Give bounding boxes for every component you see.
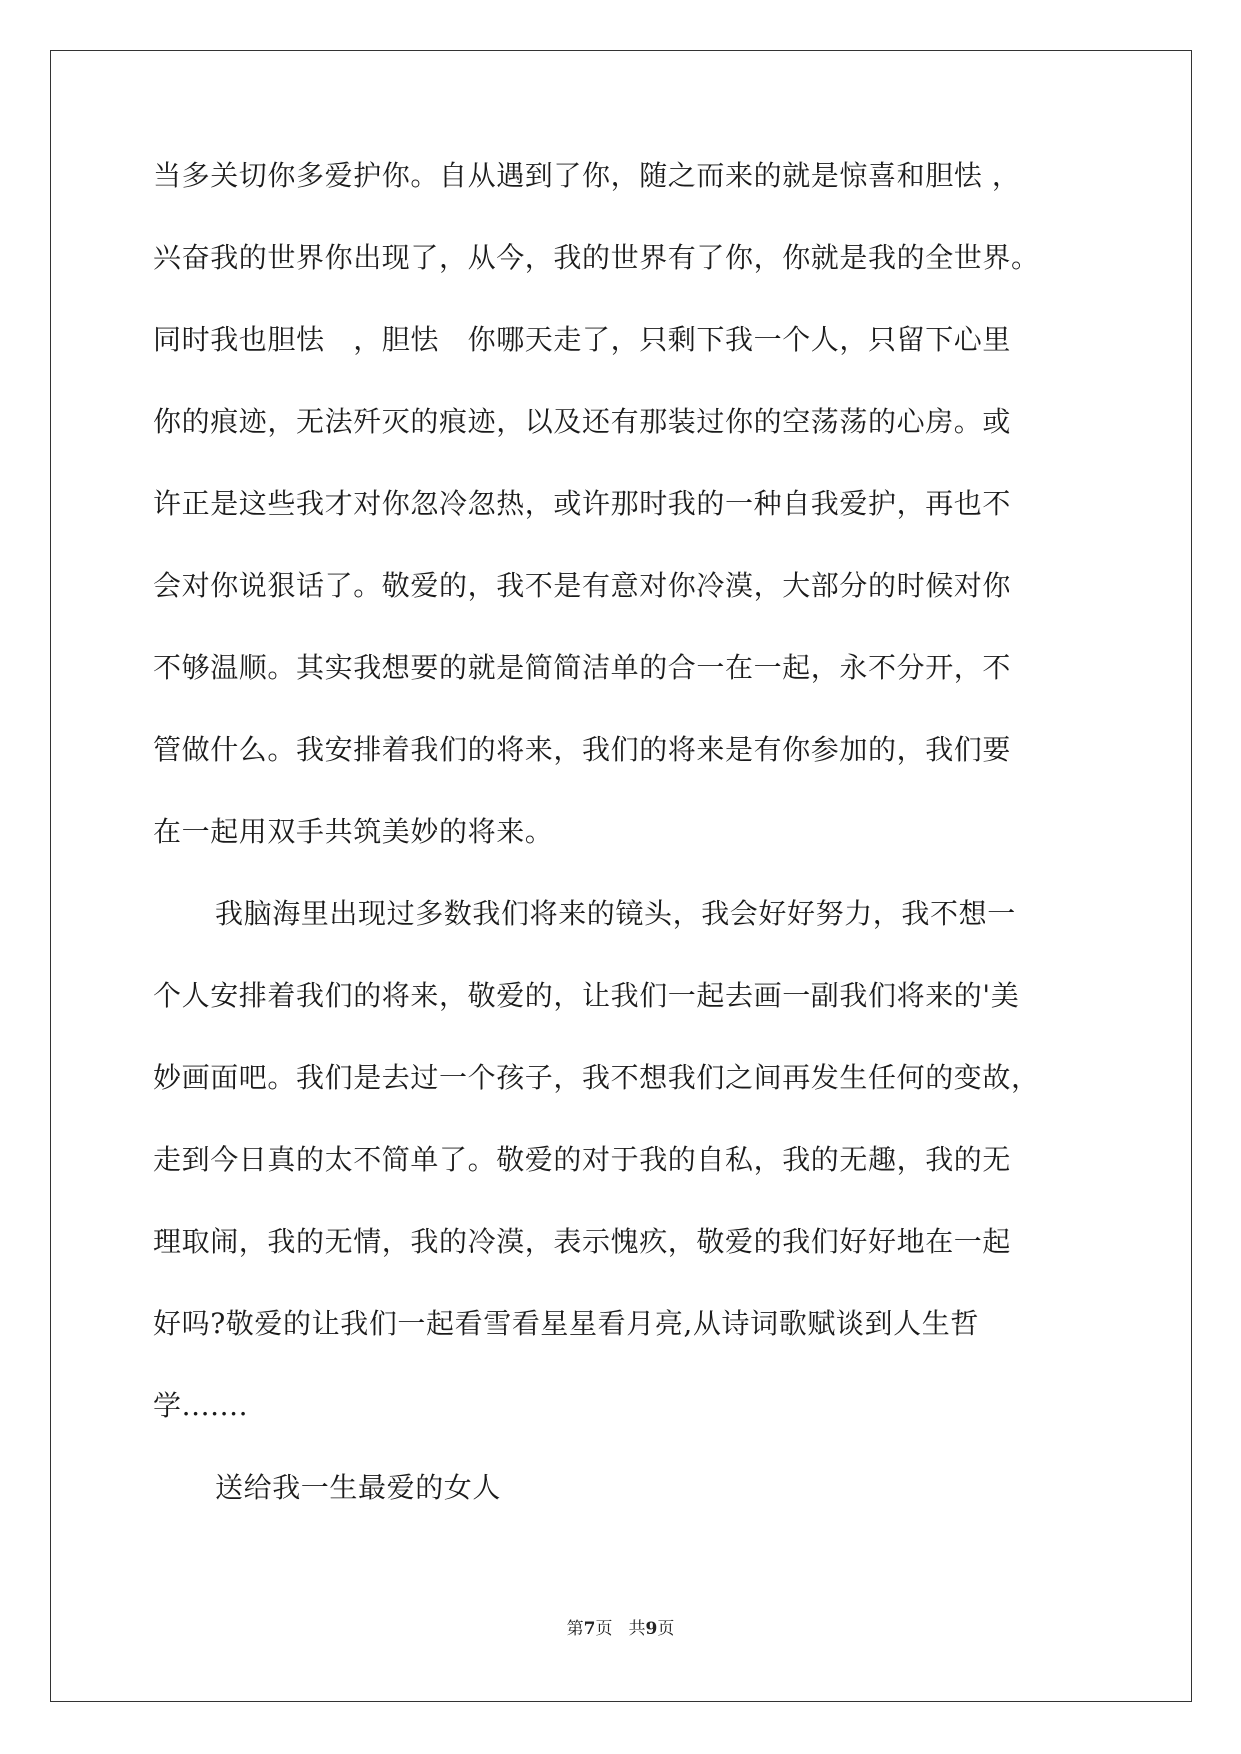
text-line-content: 送给我一生最爱的女人 bbox=[215, 1471, 502, 1504]
text-line bbox=[153, 1144, 1097, 1226]
total-page-number: 9 bbox=[645, 1619, 658, 1639]
text-line-content: 同时我也胆怯 ，胆怯 你哪天走了，只剩下我一个人，只留下心里 bbox=[153, 323, 1012, 356]
text-line bbox=[153, 1226, 1097, 1308]
text-line bbox=[153, 242, 1097, 324]
text-line-content: 好吗?敬爱的让我们一起看雪看星星看月亮,从诗词歌赋谈到人生哲 bbox=[153, 1307, 979, 1340]
text-line bbox=[153, 652, 1097, 734]
text-line-content: 学....... bbox=[153, 1389, 249, 1422]
text-line bbox=[153, 898, 1097, 980]
document-body bbox=[153, 160, 1097, 1554]
text-line-content: 你的痕迹，无法歼灭的痕迹，以及还有那装过你的空荡荡的心房。或 bbox=[153, 405, 1012, 438]
current-page-number: 7 bbox=[583, 1619, 596, 1639]
page-footer bbox=[0, 1614, 1241, 1639]
text-line-content: 我脑海里出现过多数我们将来的镜头，我会好好努力，我不想一 bbox=[215, 897, 1016, 930]
text-line-content: 理取闹，我的无情，我的冷漠，表示愧疚，敬爱的我们好好地在一起 bbox=[153, 1225, 1012, 1258]
total-prefix: 共 bbox=[628, 1619, 646, 1639]
text-line bbox=[153, 816, 1097, 898]
text-line bbox=[153, 1390, 1097, 1472]
text-line bbox=[153, 980, 1097, 1062]
text-line bbox=[153, 160, 1097, 242]
text-line-content: 个人安排着我们的将来，敬爱的，让我们一起去画一副我们将来的'美 bbox=[153, 979, 1020, 1012]
text-line bbox=[153, 406, 1097, 488]
text-line-content: 当多关切你多爱护你。自从遇到了你，随之而来的就是惊喜和胆怯 ， bbox=[153, 159, 1021, 192]
text-line-content: 在一起用双手共筑美妙的将来。 bbox=[153, 815, 554, 848]
text-line bbox=[153, 1308, 1097, 1390]
text-line bbox=[153, 488, 1097, 570]
text-line bbox=[153, 734, 1097, 816]
total-suffix: 页 bbox=[657, 1619, 675, 1639]
text-line-content: 走到今日真的太不简单了。敬爱的对于我的自私，我的无趣，我的无 bbox=[153, 1143, 1012, 1176]
text-line bbox=[153, 324, 1097, 406]
text-line bbox=[153, 570, 1097, 652]
page-prefix: 第 bbox=[566, 1619, 584, 1639]
text-line-content: 不够温顺。其实我想要的就是简简洁单的合一在一起，永不分开，不 bbox=[153, 651, 1012, 684]
text-line bbox=[153, 1472, 1097, 1554]
text-line-content: 许正是这些我才对你忽冷忽热，或许那时我的一种自我爱护，再也不 bbox=[153, 487, 1012, 520]
page-suffix: 页 bbox=[595, 1619, 613, 1639]
text-line bbox=[153, 1062, 1097, 1144]
text-line-content: 妙画面吧。我们是去过一个孩子，我不想我们之间再发生任何的变故， bbox=[153, 1061, 1040, 1094]
text-line-content: 管做什么。我安排着我们的将来，我们的将来是有你参加的，我们要 bbox=[153, 733, 1012, 766]
text-line-content: 会对你说狠话了。敬爱的，我不是有意对你冷漠，大部分的时候对你 bbox=[153, 569, 1012, 602]
text-line-content: 兴奋我的世界你出现了，从今，我的世界有了你，你就是我的全世界。 bbox=[153, 241, 1040, 274]
